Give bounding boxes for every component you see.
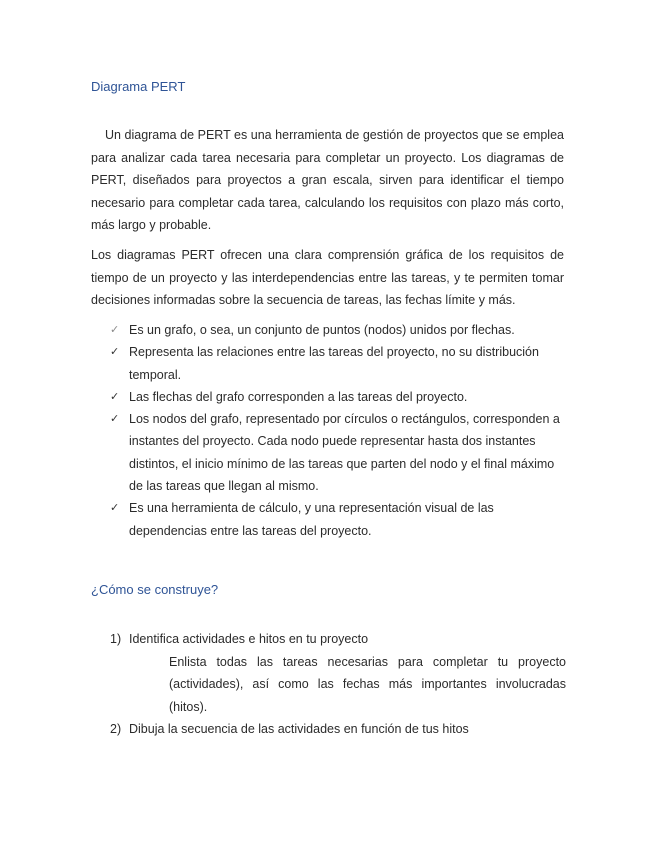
list-item-text: Es una herramienta de cálculo, y una representación visual de las dependencias entre las tareas del proyecto. [129, 501, 494, 538]
step-item [91, 718, 566, 741]
list-item [91, 408, 566, 497]
step-text: Identifica actividades e hitos en tu proyecto [129, 632, 369, 646]
step-item [91, 628, 566, 718]
benefits-paragraph: Los diagramas PERT ofrecen una clara comprensión gráfica de los requisitos de tiempo de un proyecto y las interdependencias entre las tareas, y te permiten tomar decisiones informadas sobre la secuencia de tareas, las fechas límite y más. [91, 248, 564, 307]
list-item-text: Representa las relaciones entre las tareas del proyecto, no su distribución temporal. [129, 345, 539, 382]
construction-steps [91, 628, 566, 741]
checkmark-icon: ✓ [110, 324, 120, 336]
section-heading: ¿Cómo se construye? [91, 582, 219, 597]
list-item-text: Las flechas del grafo corresponden a las tareas del proyecto. [129, 389, 468, 404]
list-item [91, 386, 566, 408]
step-detail: Enlista todas las tareas necesarias para completar tu proyecto (actividades), así como las fechas más importantes involucradas (hitos). [169, 654, 566, 714]
step-text: Dibuja la secuencia de las actividades en función de tus hitos [129, 722, 469, 736]
intro-paragraph: Un diagrama de PERT es una herramienta de gestión de proyectos que se emplea para analizar cada tarea necesaria para completar un proyecto. Los diagramas de PERT, diseñados para proyectos a gran escala, sirven para identificar el tiempo necesario para completar cada tarea, calculando los requisitos con plazo más corto, más largo y probable. [91, 128, 564, 232]
checkmark-icon: ✓ [110, 502, 120, 515]
checkmark-icon: ✓ [110, 346, 120, 359]
list-item-text: Es un grafo, o sea, un conjunto de puntos (nodos) unidos por flechas. [129, 323, 515, 337]
page-title: Diagrama PERT [91, 79, 186, 94]
list-item [91, 341, 566, 386]
checkmark-icon: ✓ [110, 390, 120, 403]
checkmark-icon: ✓ [110, 413, 120, 426]
list-item-text: Los nodos del grafo, representado por círculos o rectángulos, corresponden a instantes del proyecto. Cada nodo puede representar hasta dos instantes distintos, el inicio mínimo de las tareas que parten del nodo y el final máximo de las tareas que llegan al mismo. [129, 412, 560, 494]
list-item [91, 319, 566, 341]
characteristics-list [91, 319, 566, 542]
step-number: 1) [110, 632, 122, 646]
step-number: 2) [110, 722, 122, 736]
list-item [91, 497, 566, 542]
